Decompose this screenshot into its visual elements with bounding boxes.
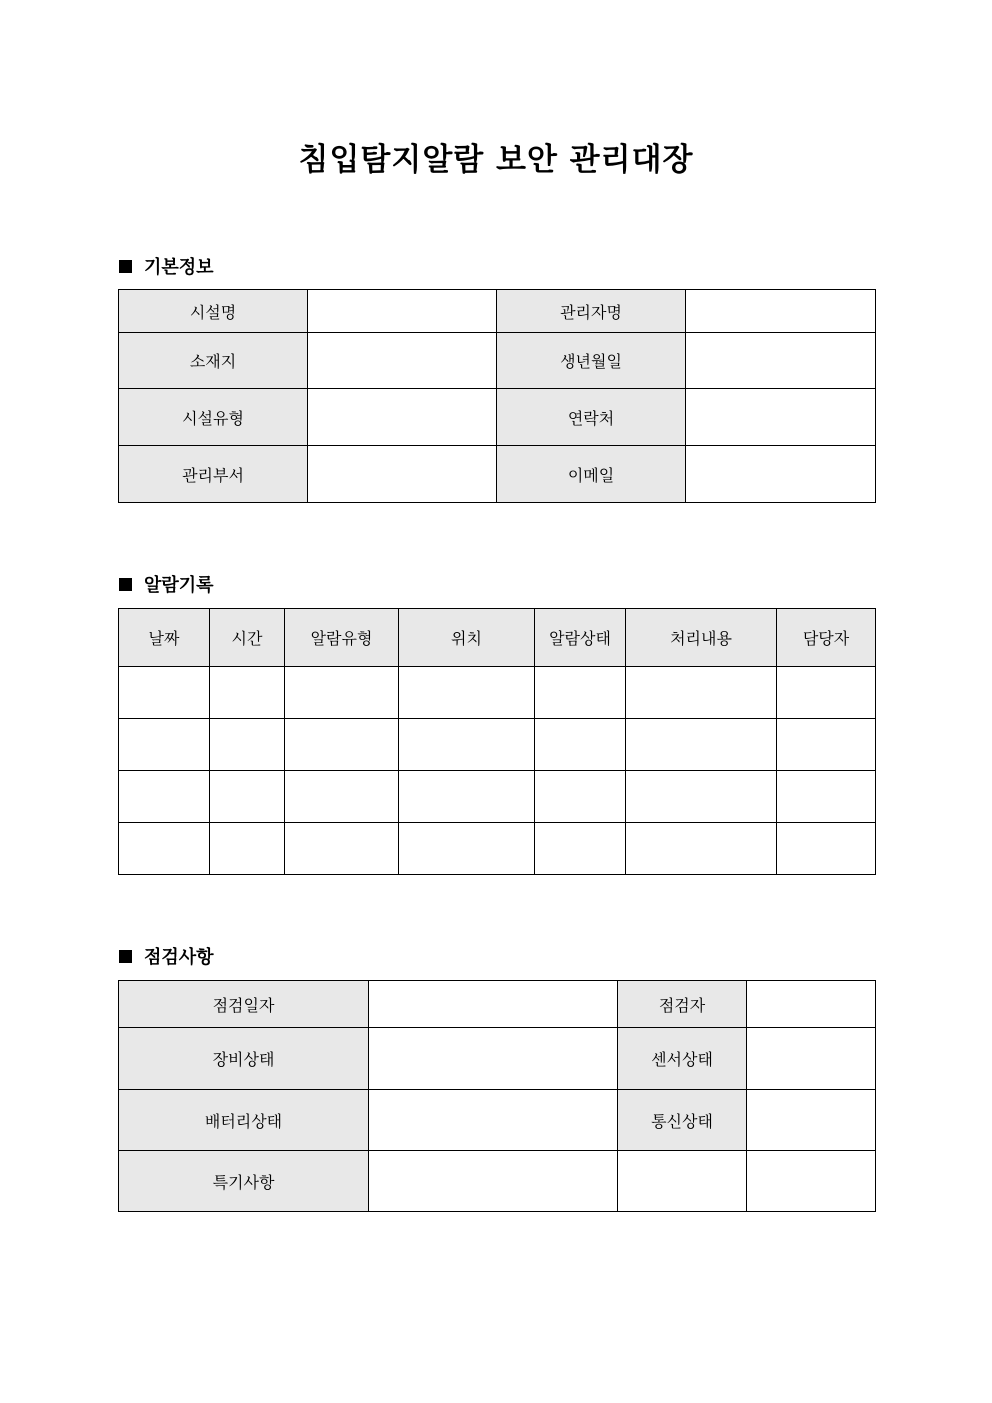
column-header-date: 날짜 (119, 609, 210, 667)
time-cell[interactable] (210, 719, 285, 771)
email-field[interactable] (686, 446, 876, 503)
table-row (119, 333, 876, 389)
table-row (119, 981, 876, 1028)
department-label: 관리부서 (119, 446, 308, 503)
section-heading-label: 기본정보 (144, 257, 214, 278)
department-field[interactable] (308, 446, 497, 503)
manager-name-field[interactable] (686, 290, 876, 333)
alarm-type-cell[interactable] (285, 771, 399, 823)
section-heading-basic-info (119, 253, 214, 279)
square-bullet-icon (119, 950, 132, 963)
table-row (119, 667, 876, 719)
birthdate-field[interactable] (686, 333, 876, 389)
date-cell[interactable] (119, 771, 210, 823)
table-row (119, 1151, 876, 1212)
equipment-status-label: 장비상태 (119, 1028, 369, 1090)
section-heading-label: 알람기록 (144, 575, 214, 596)
alarm-status-cell[interactable] (535, 719, 626, 771)
birthdate-label: 생년월일 (497, 333, 686, 389)
table-row (119, 719, 876, 771)
document-title: 침입탐지알람 보안 관리대장 (298, 142, 694, 178)
location-cell[interactable] (399, 771, 535, 823)
table-row (119, 771, 876, 823)
remarks-label: 특기사항 (119, 1151, 369, 1212)
facility-type-field[interactable] (308, 389, 497, 446)
time-cell[interactable] (210, 771, 285, 823)
battery-status-label: 배터리상태 (119, 1090, 369, 1151)
alarm-type-cell[interactable] (285, 667, 399, 719)
sensor-status-field[interactable] (747, 1028, 876, 1090)
basic-info-table (118, 289, 876, 503)
table-row (119, 290, 876, 333)
table-row (119, 1028, 876, 1090)
email-label: 이메일 (497, 446, 686, 503)
inspector-field[interactable] (747, 981, 876, 1028)
action-cell[interactable] (626, 771, 777, 823)
sensor-status-label: 센서상태 (618, 1028, 747, 1090)
location-cell[interactable] (399, 823, 535, 875)
person-cell[interactable] (777, 771, 876, 823)
column-header-alarm-status: 알람상태 (535, 609, 626, 667)
table-row (119, 823, 876, 875)
remarks-extra-field[interactable] (747, 1151, 876, 1212)
remarks-field[interactable] (369, 1151, 618, 1212)
action-cell[interactable] (626, 719, 777, 771)
communication-status-field[interactable] (747, 1090, 876, 1151)
square-bullet-icon (119, 260, 132, 273)
table-row (119, 446, 876, 503)
section-heading-inspection (119, 943, 214, 969)
column-header-location: 위치 (399, 609, 535, 667)
location-field[interactable] (308, 333, 497, 389)
facility-name-field[interactable] (308, 290, 497, 333)
alarm-status-cell[interactable] (535, 667, 626, 719)
inspector-label: 점검자 (618, 981, 747, 1028)
location-cell[interactable] (399, 719, 535, 771)
manager-name-label: 관리자명 (497, 290, 686, 333)
alarm-type-cell[interactable] (285, 823, 399, 875)
location-label: 소재지 (119, 333, 308, 389)
facility-name-label: 시설명 (119, 290, 308, 333)
person-cell[interactable] (777, 823, 876, 875)
section-heading-label: 점검사항 (144, 947, 214, 968)
time-cell[interactable] (210, 823, 285, 875)
alarm-log-table (118, 608, 876, 875)
table-row (119, 389, 876, 446)
table-row (119, 1090, 876, 1151)
contact-label: 연락처 (497, 389, 686, 446)
alarm-status-cell[interactable] (535, 823, 626, 875)
inspection-table (118, 980, 876, 1212)
location-cell[interactable] (399, 667, 535, 719)
battery-status-field[interactable] (369, 1090, 618, 1151)
column-header-alarm-type: 알람유형 (285, 609, 399, 667)
action-cell[interactable] (626, 667, 777, 719)
alarm-type-cell[interactable] (285, 719, 399, 771)
person-cell[interactable] (777, 667, 876, 719)
section-heading-alarm-log (119, 571, 214, 597)
table-header-row (119, 609, 876, 667)
time-cell[interactable] (210, 667, 285, 719)
communication-status-label: 통신상태 (618, 1090, 747, 1151)
date-cell[interactable] (119, 719, 210, 771)
person-cell[interactable] (777, 719, 876, 771)
remarks-extra-field[interactable] (618, 1151, 747, 1212)
inspection-date-label: 점검일자 (119, 981, 369, 1028)
date-cell[interactable] (119, 667, 210, 719)
facility-type-label: 시설유형 (119, 389, 308, 446)
square-bullet-icon (119, 578, 132, 591)
column-header-time: 시간 (210, 609, 285, 667)
inspection-date-field[interactable] (369, 981, 618, 1028)
action-cell[interactable] (626, 823, 777, 875)
date-cell[interactable] (119, 823, 210, 875)
alarm-status-cell[interactable] (535, 771, 626, 823)
column-header-action: 처리내용 (626, 609, 777, 667)
column-header-person: 담당자 (777, 609, 876, 667)
contact-field[interactable] (686, 389, 876, 446)
equipment-status-field[interactable] (369, 1028, 618, 1090)
